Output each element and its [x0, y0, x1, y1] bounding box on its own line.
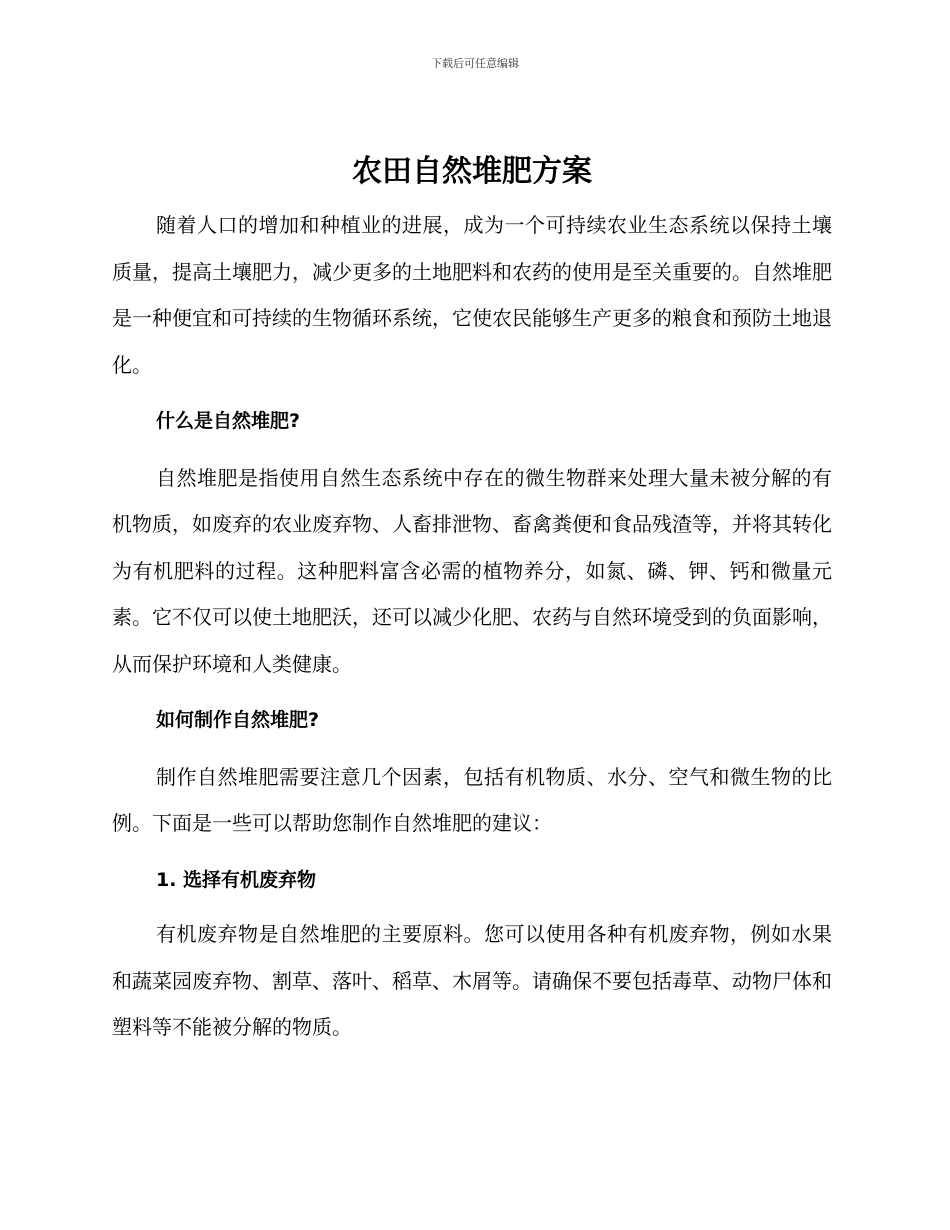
section-body-what-is: 自然堆肥是指使用自然生态系统中存在的微生物群来处理大量未被分解的有机物质，如废弃的农业废弃物、人畜排泄物、畜禽粪便和食品残渣等，并将其转化为有机肥料的过程。这种肥料富含必需的植物养分，如氮、磷、钾、钙和微量元素。它不仅可以使土地肥沃，还可以减少化肥、农药与自然环境受到的负面影响，从而保护环境和人类健康。	[112, 465, 832, 676]
section-heading-step-1: 1. 选择有机废弃物	[156, 868, 317, 891]
section-body-how-to: 制作自然堆肥需要注意几个因素，包括有机物质、水分、空气和微生物的比例。下面是一些可以帮助您制作自然堆肥的建议：	[112, 764, 832, 835]
section-body-step-1: 有机废弃物是自然堆肥的主要原料。您可以使用各种有机废弃物，例如水果和蔬菜园废弃物、割草、落叶、稻草、木屑等。请确保不要包括毒草、动物尸体和塑料等不能被分解的物质。	[112, 922, 832, 1039]
section-heading-how-to: 如何制作自然堆肥?	[156, 709, 320, 731]
document-body	[112, 148, 832, 1051]
header-note: 下载后可任意编辑	[431, 57, 519, 70]
document-title: 农田自然堆肥方案	[352, 154, 592, 189]
intro-paragraph: 随着人口的增加和种植业的进展，成为一个可持续农业生态系统以保持土壤质量，提高土壤肥力，减少更多的土地肥料和农药的使用是至关重要的。自然堆肥是一种便宜和可持续的生物循环系统，它使农民能够生产更多的粮食和预防土地退化。	[112, 213, 832, 377]
section-heading-what-is: 什么是自然堆肥?	[156, 410, 301, 432]
